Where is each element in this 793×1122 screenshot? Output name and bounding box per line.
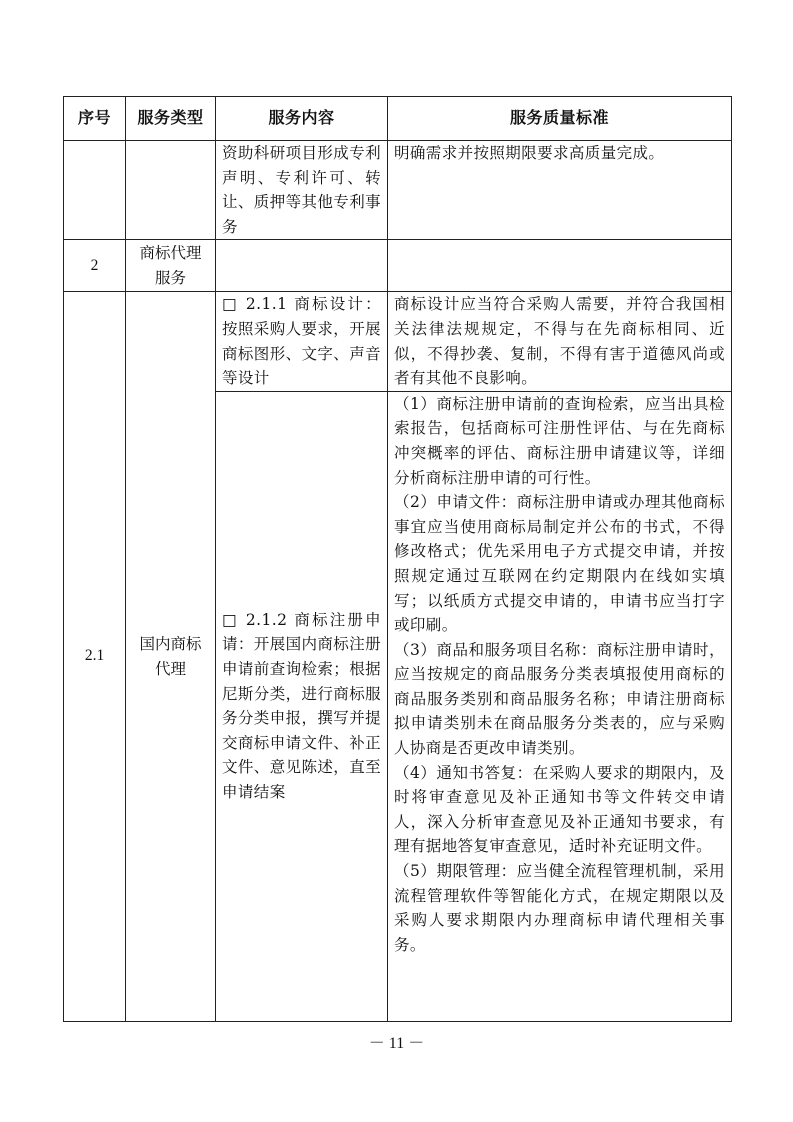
table-header-row bbox=[64, 97, 732, 141]
page-number: － 11 － bbox=[368, 1035, 425, 1052]
cell-type-2: 商标代理服务 bbox=[126, 240, 216, 292]
cell-content-2-1-1: □ 2.1.1 商标设计：按照采购人要求，开展商标图形、文字、声音等设计 bbox=[216, 292, 388, 391]
header-number: 序号 bbox=[64, 97, 126, 141]
table-row-2-1-1 bbox=[64, 292, 732, 391]
standard-paragraph-2: （2）申请文件：商标注册申请或办理其他商标事宜应当使用商标局制定并公布的书式，不得修改格式；优先采用电子方式提交申请，并按照规定通过互联网在约定期限内在线如实填写；以纸质方式提交申请的，申请书应当打字或印刷。 bbox=[394, 493, 725, 635]
cell-standard-continuation: 明确需求并按照期限要求高质量完成。 bbox=[388, 141, 732, 240]
header-service-content: 服务内容 bbox=[216, 97, 388, 141]
cell-standard-2-1-1: 商标设计应当符合采购人需要，并符合我国相关法律法规规定，不得与在先商标相同、近似，不得抄袭、复制，不得有害于道德风尚或者有其他不良影响。 bbox=[388, 292, 732, 391]
header-quality-standard: 服务质量标准 bbox=[388, 97, 732, 141]
cell-content-continuation: 资助科研项目形成专利声明、专利许可、转让、质押等其他专利事务 bbox=[216, 141, 388, 240]
table-row-2 bbox=[64, 240, 732, 292]
cell-standard-2-1-2 bbox=[388, 391, 732, 1021]
cell-empty-content-2 bbox=[216, 240, 388, 292]
table-row-continuation bbox=[64, 141, 732, 240]
cell-type-2-1: 国内商标代理 bbox=[126, 292, 216, 1021]
cell-empty-standard-2 bbox=[388, 240, 732, 292]
cell-empty-number bbox=[64, 141, 126, 240]
standard-paragraph-5: （5）期限管理：应当健全流程管理机制，采用流程管理软件等智能化方式，在规定期限以及采购人要求期限内办理商标申请代理相关事务。 bbox=[394, 862, 725, 954]
cell-number-2: 2 bbox=[64, 240, 126, 292]
standard-paragraph-4: （4）通知书答复：在采购人要求的期限内，及时将审查意见及补正通知书等文件转交申请人，深入分析审查意见及补正通知书要求，有理有据地答复审查意见，适时补充证明文件。 bbox=[394, 763, 725, 856]
cell-number-2-1: 2.1 bbox=[64, 292, 126, 1021]
service-standards-table bbox=[63, 96, 732, 1022]
cell-content-2-1-2: □ 2.1.2 商标注册申请：开展国内商标注册申请前查询检索；根据尼斯分类，进行商标服务分类申报，撰写并提交商标申请文件、补正文件、意见陈述，直至申请结案 bbox=[216, 391, 388, 1021]
cell-empty-type bbox=[126, 141, 216, 240]
standard-paragraph-1: （1）商标注册申请前的查询检索，应当出具检索报告，包括商标可注册性评估、与在先商标冲突概率的评估、商标注册申请建议等，详细分析商标注册申请的可行性。 bbox=[394, 394, 725, 487]
header-service-type: 服务类型 bbox=[126, 97, 216, 141]
standard-paragraph-3: （3）商品和服务项目名称：商标注册申请时，应当按规定的商品服务分类表填报使用商标的商品服务类别和商品服务名称；申请注册商标拟申请类别未在商品服务分类表的，应与采购人协商是否更改申请类别。 bbox=[394, 640, 725, 758]
